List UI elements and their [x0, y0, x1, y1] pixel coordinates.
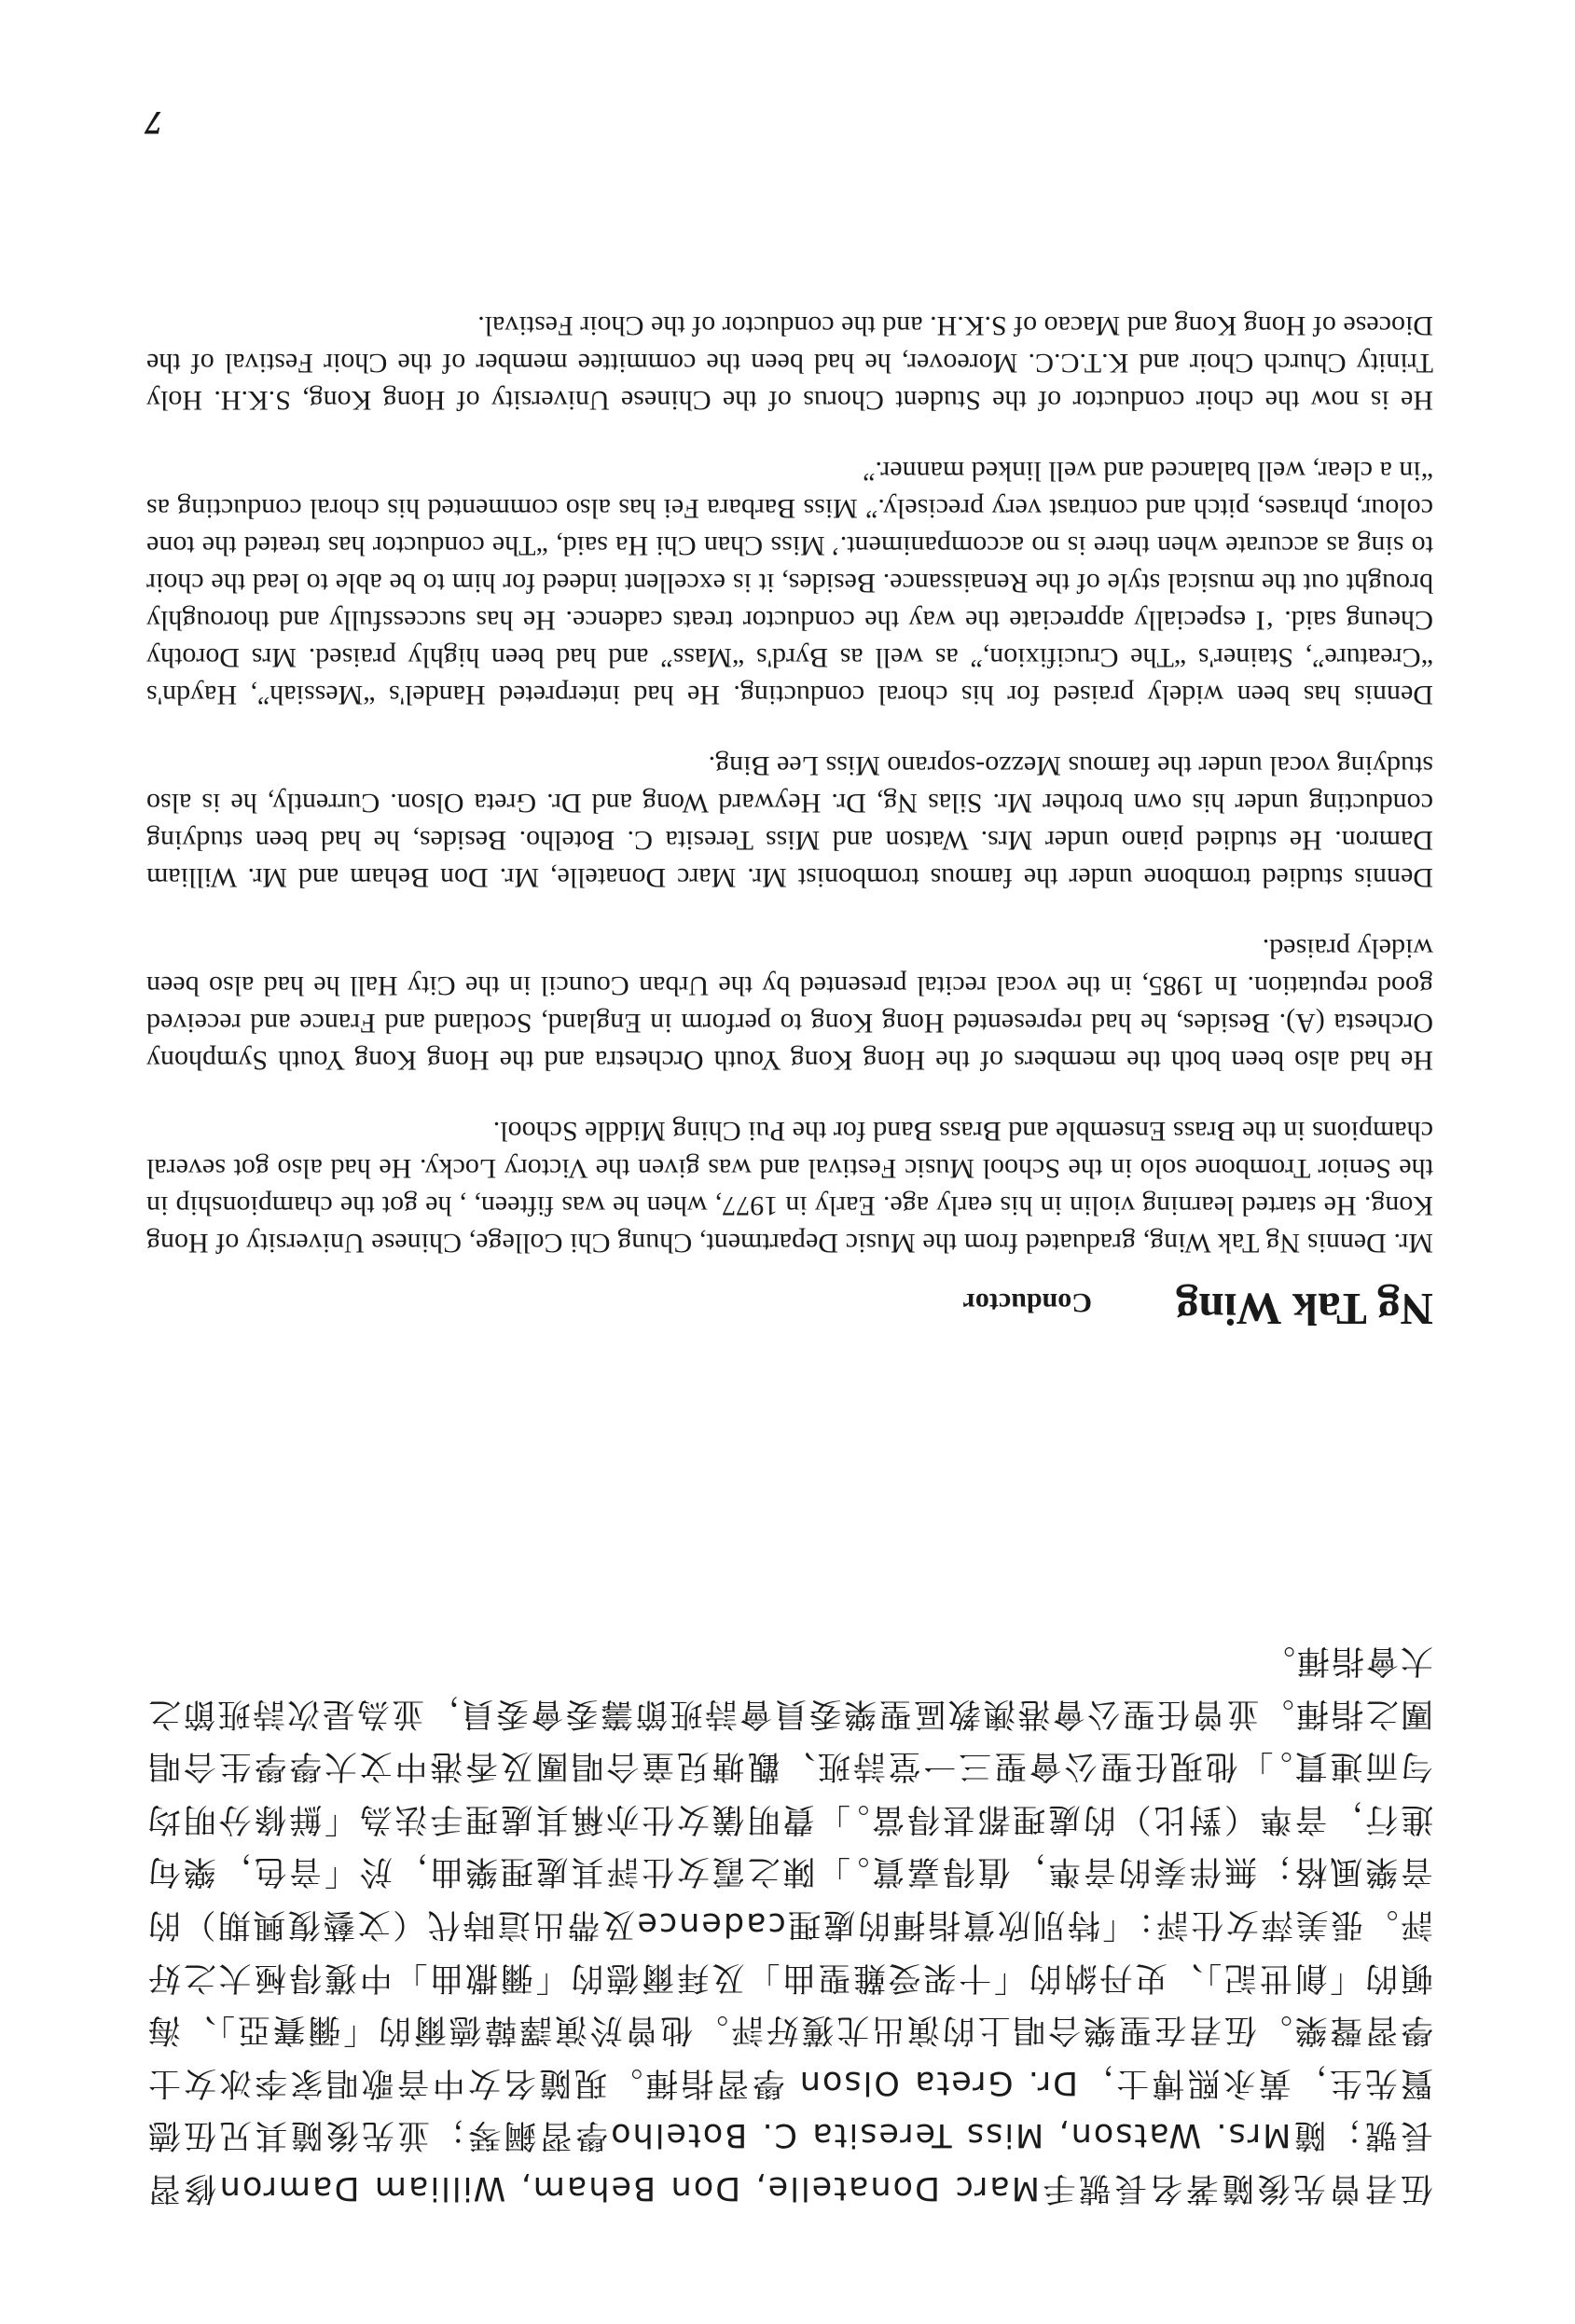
english-paragraph-2: He had also been both the members of the Hong Kong Youth Orchestra and the Hong Kong Youth Symphony Orchesta (A). Besides, he had represented Hong Kong to perform in England, Scotland and France and received good reputation. In 1985, in the vocal recital presented by the Urban Council in the City Hall he had also been widely praised. [146, 933, 1433, 1076]
english-paragraph-4: Dennis has been widely praised for his choral conducting. He had interpreted Handel's “Messiah”, Haydn's “Creature”, Stainer's “The Crucifixion,” as well as Byrd's “Mass” and had been highly praised. Mrs Dorothy Cheung said. ‘I especially appreciate the way the conductor treats cadence. He has successfully and thoroughly brought out the musical style of the Renaissance. Besides, it is excellent indeed for him to be able to lead the choir to sing as accurate when there is no accompaniment.’ Miss Chan Chi Ha said, “The conductor has treated the tone colour, phrases, pitch and contrast very precisely.” Miss Barbara Fei has also commented his choral conducting as “in a clear, well balanced and well linked manner.” [146, 456, 1433, 710]
english-biography [146, 273, 1433, 1261]
english-paragraph-3: Dennis studied trombone under the famous trombonist Mr. Marc Donatelle, Mr. Don Beham and Mr. William Damron. He studied piano under Mrs. Watson and Miss Teresita C. Botelho. Besides, he had been studying conducting under his own brother Mr. Silas Ng, Dr. Heyward Wong and Dr. Greta Olson. Currently, he is also studying vocal under the famous Mezzo-soprano Miss Lee Bing. [146, 750, 1433, 893]
english-paragraph-1: Mr. Dennis Ng Tak Wing, graduated from the Music Department, Chung Chi College, Chinese University of Hong Kong. He started learning violin in his early age. Early in 1977, when he was fifteen, , he got the championship in the Senior Trombone solo in the School Music Festival and was given the Victory Locky. He had also got several champions in the Brass Ensemble and Brass Band for the Pui Ching Middle School. [146, 1116, 1433, 1258]
page-number: 7 [145, 104, 162, 142]
conductor-name-heading: Ng Tak Wing [1175, 1284, 1433, 1335]
chinese-biography-paragraph: 伍君曾先後隨著名長號手Marc Donatelle, Don Beham, William Damron修習長號；隨Mrs. Watson, Miss Teresita C. Botelho學習鋼琴；並先後隨其兄伍德賢先生，黃永熙博士，Dr. Greta Olson 學習指揮。現隨名女中音歌唱家李冰女士學習聲樂。伍君在聖樂合唱上的演出尤獲好評。他曾於演譯韓德爾的「彌賽亞」、海頓的「創世記」、史丹納的「十架受難聖曲」及拜爾德的「彌撒曲」中獲得極大之好評。張美萍女仕評：「特別欣賞指揮的處理cadence及帶出這時代（文藝復興期）的音樂風格；無伴奏的音準，值得嘉賞。」陳之霞女仕評其處理樂曲，於「音色，樂句進行，音準（對比）的處理都甚得當。」費明儀女仕亦稱其處理手法為「鮮條分明均勻而連貫。」他現任聖公會聖三一堂詩班、觀塘兒童合唱團及香港中文大學學生合唱團之指揮。並曾任聖公會港澳教區聖樂委員會詩班節籌委會委員，並為是次詩班節之大會指揮。 [146, 1642, 1433, 2207]
english-paragraph-5: He is now the choir conductor of the Student Chorus of the Chinese University of Hong Kong, S.K.H. Holy Trinity Church Choir and K.T.C.C. Moreover, he had been the committee member of the Choir Festival of the Diocese of Hong Kong and Macao of S.K.H. and the conductor of the Choir Festival. [146, 310, 1433, 416]
role-label: Conductor [962, 1287, 1092, 1318]
heading-row [146, 1283, 1433, 1336]
